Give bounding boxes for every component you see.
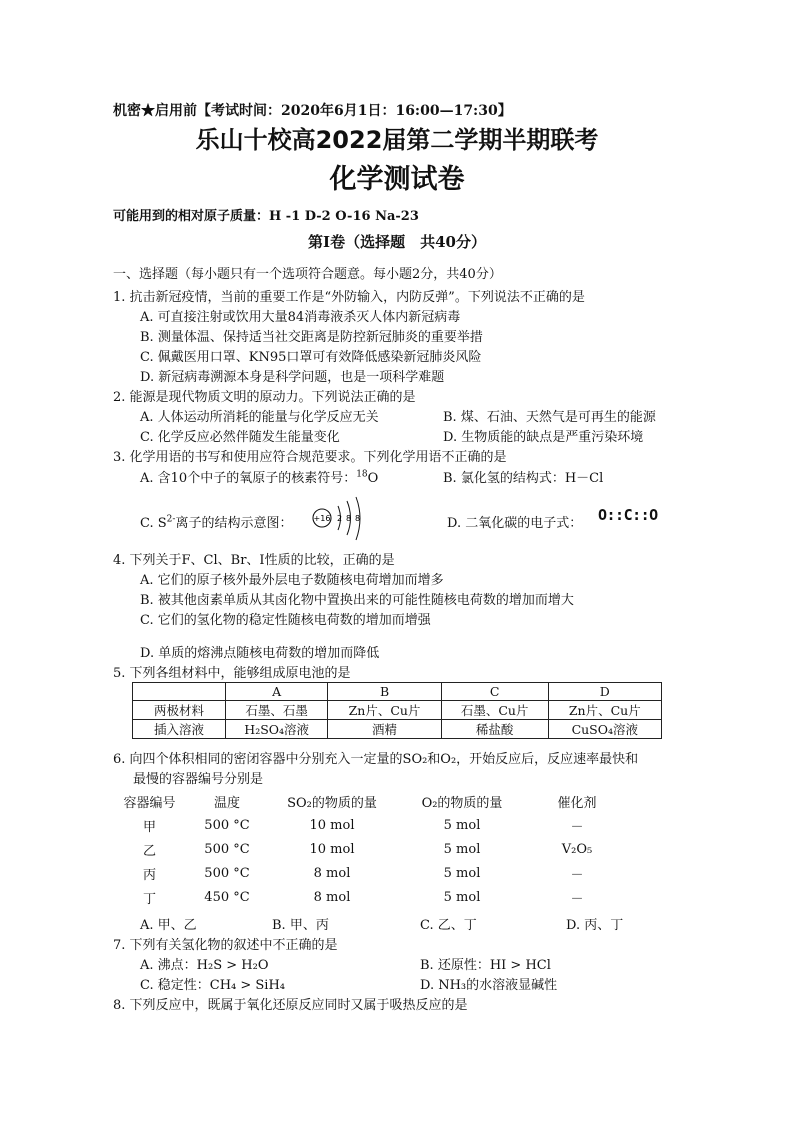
q1-option-c: C. 佩戴医用口罩、KN95口罩可有效降低感染新冠肺炎风险	[140, 350, 482, 365]
table-cell: 5 mol	[443, 817, 481, 833]
q6-option-d: D. 丙、丁	[566, 918, 624, 933]
q6-header-cell: O₂的物质的量	[421, 795, 503, 811]
table-cell: 10 mol	[309, 817, 355, 833]
sulfide-ion-structure-diagram	[311, 496, 367, 542]
q4-option-b: B. 被其他卤素单质从其卤化物中置换出来的可能性随核电荷数的增加而增大	[140, 593, 574, 608]
table-cell: 8 mol	[313, 865, 351, 881]
q3-option-a	[140, 467, 378, 486]
table-cell: Zn片、Cu片	[548, 701, 661, 720]
exam-title-text: 乐山十校高2022届第二学期半期联考	[195, 126, 599, 154]
q6-header-cell: SO₂的物质的量	[287, 795, 377, 811]
exam-title	[0, 120, 794, 155]
shell-1-electrons: 2	[337, 514, 343, 523]
table-cell: 8 mol	[313, 889, 351, 905]
q6-table-header	[112, 789, 627, 813]
table-cell: 甲	[142, 819, 156, 835]
q2-option-a: A. 人体运动所消耗的能量与化学反应无关	[140, 410, 379, 425]
q5-header-cell: B	[328, 683, 441, 701]
q6-header-cell: 温度	[213, 795, 240, 811]
table-row	[133, 720, 662, 739]
q3-option-a-mass: 18	[356, 469, 368, 480]
table-cell: 丙	[142, 867, 156, 883]
q7-option-b: B. 还原性：HI > HCl	[420, 958, 551, 973]
q6-header-cell: 容器编号	[123, 795, 176, 811]
q3-option-c	[140, 512, 292, 531]
q5-header-cell: D	[548, 683, 661, 701]
q6-option-c: C. 乙、丁	[420, 918, 477, 933]
q3-option-d: D. 二氧化碳的电子式：	[447, 516, 583, 531]
nucleus-charge: +16	[313, 514, 331, 523]
shell-2-electrons: 8	[346, 514, 352, 523]
q5-header-cell: C	[441, 683, 548, 701]
q7-option-a: A. 沸点：H₂S > H₂O	[140, 958, 269, 973]
q1-stem: 1. 抗击新冠疫情，当前的重要工作是“外防输入，内防反弹”。下列说法不正确的是	[113, 290, 585, 305]
q2-option-b: B. 煤、石油、天然气是可再生的能源	[443, 410, 656, 425]
table-cell: 石墨、石墨	[226, 701, 328, 720]
table-cell: 稀盐酸	[441, 720, 548, 739]
table-cell: 5 mol	[443, 841, 481, 857]
q3-option-a-text: A. 含10个中子的氧原子的核素符号：	[140, 471, 357, 486]
q1-option-b: B. 测量体温、保持适当社交距离是防控新冠肺炎的重要举措	[140, 330, 483, 345]
q5-table	[132, 682, 662, 739]
q3-stem: 3. 化学用语的书写和使用应符合规范要求。下列化学用语不正确的是	[113, 450, 507, 465]
q6-stem-line1: 6. 向四个体积相同的密闭容器中分别充入一定量的SO₂和O₂，开始反应后，反应速率最快和	[113, 752, 639, 767]
table-cell: 500 °C	[204, 817, 250, 833]
table-cell: 5 mol	[443, 889, 481, 905]
table-cell: 酒精	[328, 720, 441, 739]
table-cell: 500 °C	[204, 841, 250, 857]
q7-option-d: D. NH₃的水溶液显碱性	[420, 978, 558, 993]
table-cell: 石墨、Cu片	[441, 701, 548, 720]
table-cell: 插入溶液	[133, 720, 226, 739]
exam-subtitle	[0, 157, 794, 196]
q5-header-cell: A	[226, 683, 328, 701]
q3-option-a-symbol: O	[367, 471, 379, 486]
table-cell: 5 mol	[443, 865, 481, 881]
q1-option-d: D. 新冠病毒溯源本身是科学问题，也是一项科学难题	[140, 370, 445, 385]
q5-table-header	[133, 683, 662, 701]
q2-option-c: C. 化学反应必然伴随发生能量变化	[140, 430, 340, 445]
q8-stem: 8. 下列反应中，既属于氧化还原反应同时又属于吸热反应的是	[113, 998, 468, 1013]
q7-stem: 7. 下列有关氢化物的叙述中不正确的是	[113, 938, 338, 953]
table-cell: －	[570, 867, 584, 883]
q2-stem: 2. 能源是现代物质文明的原动力。下列说法正确的是	[113, 390, 416, 405]
table-cell: 丁	[142, 891, 156, 907]
table-row	[112, 813, 627, 837]
q3-option-c-suffix: 离子的结构示意图：	[175, 516, 293, 531]
table-cell: －	[570, 891, 584, 907]
table-cell: 两极材料	[133, 701, 226, 720]
instructions: 一、选择题（每小题只有一个选项符合题意。每小题2分，共40分）	[113, 267, 502, 282]
q5-header-cell	[133, 683, 226, 701]
q6-header-cell: 催化剂	[557, 795, 597, 811]
q3-option-c-charge: 2-	[166, 514, 176, 525]
q3-option-b: B. 氯化氢的结构式：H－Cl	[443, 471, 604, 486]
table-row	[112, 885, 627, 909]
q6-stem-line2: 最慢的容器编号分别是	[133, 772, 264, 787]
q2-option-d: D. 生物质能的缺点是严重污染环境	[443, 430, 644, 445]
table-row	[133, 701, 662, 720]
q3-option-c-prefix: C. S	[140, 516, 167, 531]
q4-option-a: A. 它们的原子核外最外层电子数随核电荷增加而增多	[140, 573, 444, 588]
table-cell: 乙	[142, 843, 156, 859]
table-row	[112, 837, 627, 861]
table-cell: V₂O₅	[561, 841, 593, 857]
q5-stem: 5. 下列各组材料中，能够组成原电池的是	[113, 666, 351, 681]
q4-stem: 4. 下列关于F、Cl、Br、I性质的比较，正确的是	[113, 553, 395, 568]
table-cell: 500 °C	[204, 865, 250, 881]
table-cell: CuSO₄溶液	[548, 720, 661, 739]
section-title-text: 第Ⅰ卷（选择题 共40分）	[308, 233, 486, 251]
q1-option-a: A. 可直接注射或饮用大量84消毒液杀灭人体内新冠病毒	[140, 310, 461, 325]
co2-electron-formula: O::C::O	[598, 506, 658, 524]
table-cell: 10 mol	[309, 841, 355, 857]
table-cell: 450 °C	[204, 889, 250, 905]
q6-option-a: A. 甲、乙	[140, 918, 197, 933]
q6-option-b: B. 甲、丙	[272, 918, 329, 933]
table-cell: －	[570, 819, 584, 835]
q4-option-c: C. 它们的氢化物的稳定性随核电荷数的增加而增强	[140, 613, 431, 628]
q7-option-c: C. 稳定性：CH₄ > SiH₄	[140, 978, 286, 993]
section-title	[0, 231, 794, 252]
exam-subtitle-text: 化学测试卷	[329, 164, 465, 195]
table-row	[112, 861, 627, 885]
q6-table	[112, 789, 627, 909]
confidential-line: 机密★启用前【考试时间：2020年6月1日：16:00—17:30】	[113, 103, 512, 119]
atomic-masses: 可能用到的相对原子质量：H -1 D-2 O-16 Na-23	[113, 209, 419, 224]
shell-3-electrons: 8	[355, 514, 361, 523]
q4-option-d: D. 单质的熔沸点随核电荷数的增加而降低	[140, 646, 380, 661]
table-cell: Zn片、Cu片	[328, 701, 441, 720]
table-cell: H₂SO₄溶液	[226, 720, 328, 739]
